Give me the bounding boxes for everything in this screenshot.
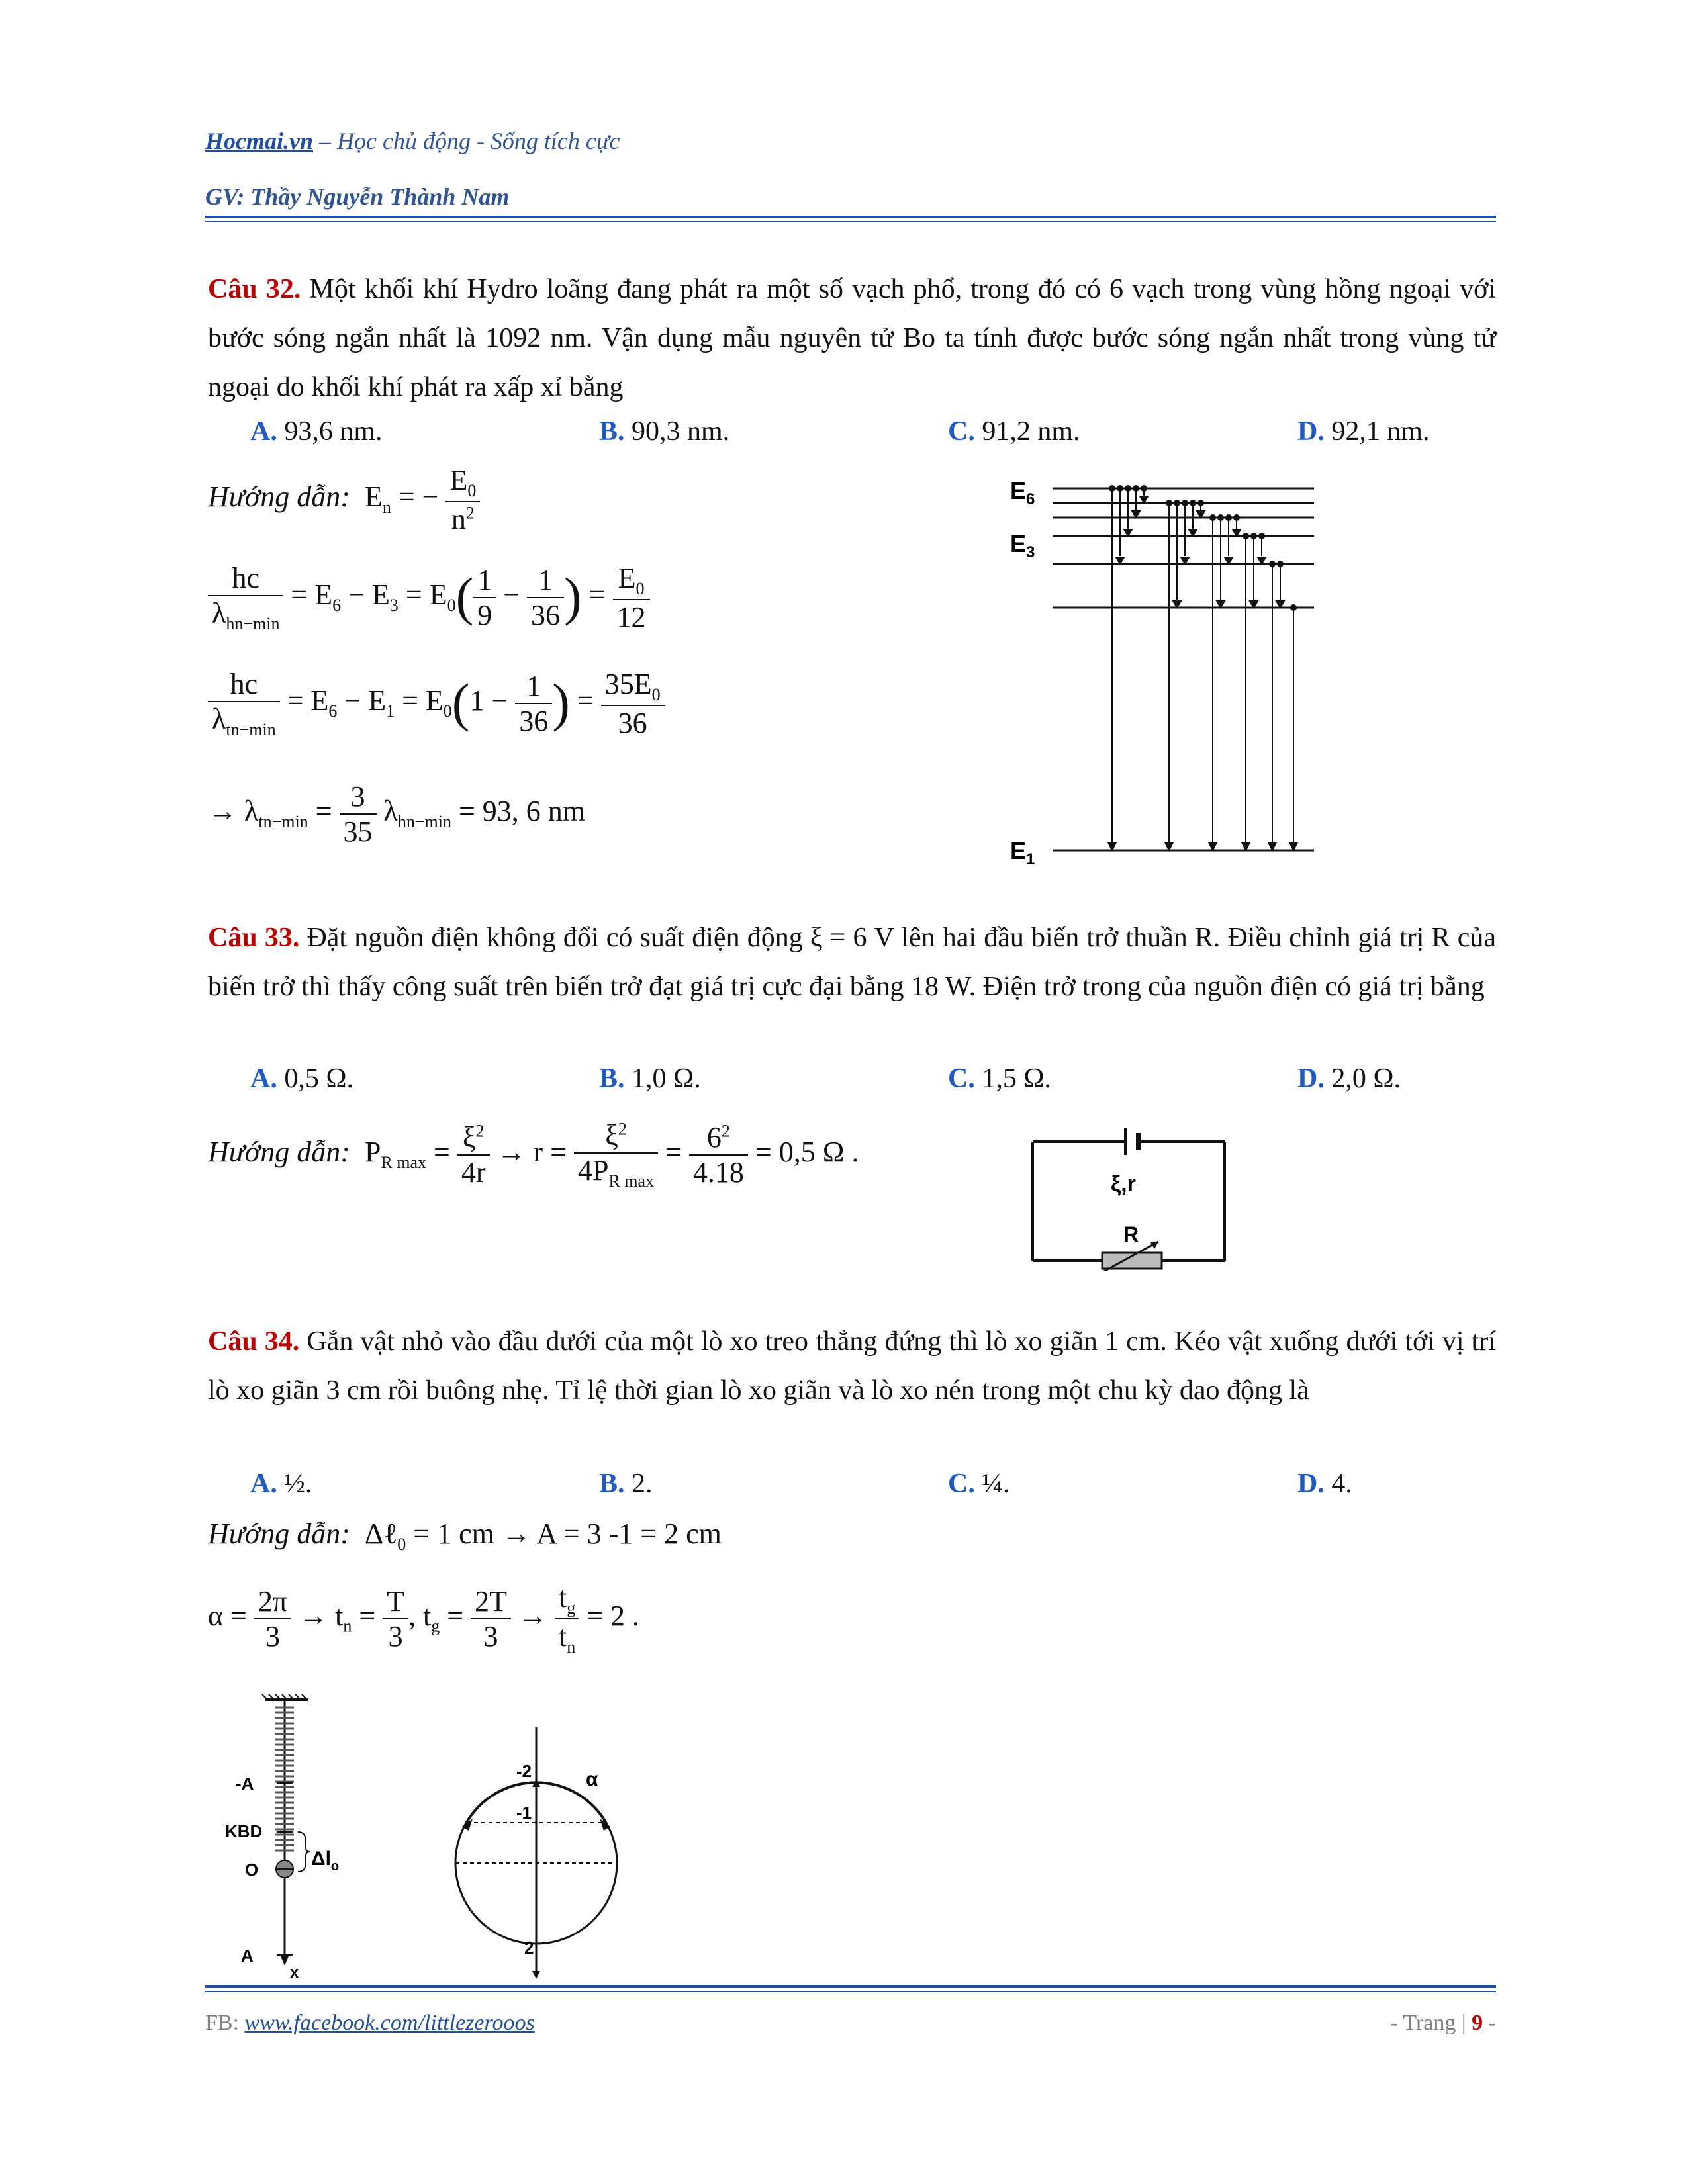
q34-formula-1: Hướng dẫn: Δℓ$_0$ = 1 cm → A = 3 -1 = 2 cm — [208, 1518, 722, 1554]
source-label: ξ,r — [1111, 1171, 1136, 1197]
option-c[interactable]: C. 91,2 nm. — [948, 416, 1080, 447]
option-a[interactable]: A. 0,5 Ω. — [250, 1064, 354, 1094]
header-rule-thin — [205, 221, 1496, 222]
option-b[interactable]: B. 2. — [599, 1469, 653, 1499]
label-e6: $E_6$ — [1010, 477, 1035, 508]
label-o: O — [245, 1860, 259, 1880]
label-a: A — [241, 1946, 254, 1966]
label-x: x — [290, 1964, 299, 1979]
q32-formula-3: $\frac{hc}{\lambda_{tn-min}}$ = $E_6 - E_1 = E_0(1$ − $\frac{1}{36}$ ) = $\frac{35E_0}{36}$ — [208, 667, 665, 740]
label-mid: -1 — [516, 1803, 532, 1823]
question-label: Câu 33. — [208, 923, 300, 953]
q33-formula: Hướng dẫn: $P_{R max}$ = $\frac{\xi^2}{4r}$ → r = $\frac{\xi^2}{4P_{R max}}$ = $\frac{6^2}{4.18}$ = 0,5 Ω . — [208, 1119, 859, 1191]
label-top: -2 — [516, 1761, 532, 1781]
page-number: - Trang | 9 - — [1390, 2011, 1496, 2035]
option-a[interactable]: A. ½. — [250, 1469, 312, 1499]
question-text: Một khối khí Hydro loãng đang phát ra một số vạch phổ, trong đó có 6 vạch trong vùng hồng ngoại với bước sóng ngắn nhất là 1092 nm. Vận dụng mẫu nguyên tử Bo ta tính được bước sóng ngắn nhất trong vùng tử ngoại do khối khí phát ra xấp xỉ bằng — [208, 274, 1496, 402]
question-label: Câu 32. — [208, 274, 301, 304]
question-34 — [208, 1317, 1496, 1415]
option-b[interactable]: B. 1,0 Ω. — [599, 1064, 701, 1094]
option-b[interactable]: B. 90,3 nm. — [599, 416, 730, 447]
site-tagline: – Học chủ động - Sống tích cực — [312, 128, 620, 154]
option-c[interactable]: C. ¼. — [948, 1469, 1010, 1499]
question-text: Gắn vật nhỏ vào đầu dưới của một lò xo treo thẳng đứng thì lò xo giãn 1 cm. Kéo vật xuống dưới tới vị trí lò xo giãn 3 cm rồi buông nhẹ. Tỉ lệ thời gian lò xo giãn và lò xo nén trong một chu kỳ dao động là — [208, 1326, 1496, 1406]
question-label: Câu 34. — [208, 1326, 300, 1357]
option-d[interactable]: D. 2,0 Ω. — [1297, 1064, 1401, 1094]
option-d[interactable]: D. 4. — [1297, 1469, 1352, 1499]
q32-formula-2: $\frac{hc}{\lambda_{hn-min}}$ = $E_6 - E_3 = E_0$( $\frac{1}{9}$ − $\frac{1}{36}$ ) = $\frac{E_0}{12}$ — [208, 561, 650, 634]
footer-rule-thin — [205, 1991, 1496, 1992]
option-c[interactable]: C. 1,5 Ω. — [948, 1064, 1052, 1094]
label-alpha: α — [586, 1768, 598, 1790]
spring-diagram — [225, 1694, 384, 1979]
question-33 — [208, 913, 1496, 1011]
site-header — [205, 127, 620, 155]
footer-fb: FB: www.facebook.com/littlezerooos — [205, 2011, 535, 2035]
label-e1: $E_1$ — [1010, 837, 1035, 867]
resistor-label: R — [1123, 1222, 1139, 1246]
circuit-diagram — [1026, 1118, 1238, 1271]
label-neg-a: -A — [236, 1774, 254, 1794]
energy-level-diagram — [1006, 470, 1337, 867]
q34-formula-2: α = $\frac{2\pi}{3}$ → $t_n$ = $\frac{T}{3}$ , $t_g$ = $\frac{2T}{3}$ → $\frac{t_g}{t_n}$ = 2 . — [208, 1581, 640, 1657]
label-bottom: 2 — [524, 1938, 534, 1958]
facebook-link[interactable]: www.facebook.com/littlezerooos — [244, 2011, 535, 2035]
teacher-name: GV: Thầy Nguyễn Thành Nam — [205, 183, 510, 210]
header-rule-thick — [205, 216, 1496, 218]
circle-diagram — [450, 1714, 649, 1979]
q32-formula-4: → $\lambda_{tn-min}$ = $\frac{3}{35}$ $\lambda_{hn-min} = 93$, 6 nm — [208, 780, 586, 848]
question-text: Đặt nguồn điện không đổi có suất điện động ξ = 6 V lên hai đầu biến trở thuần R. Điều chỉnh giá trị R của biến trở thì thấy công suất trên biến trở đạt giá trị cực đại bằng 18 W. Điện trở trong của nguồn điện có giá trị bằng — [208, 923, 1496, 1002]
option-d[interactable]: D. 92,1 nm. — [1297, 416, 1430, 447]
q32-formula-1: Hướng dẫn: $E_n$ = − $\frac{E_0}{n^2}$ — [208, 463, 480, 536]
label-e3: $E_3$ — [1010, 530, 1035, 561]
delta-l-label: $\Delta l_o$ — [311, 1848, 340, 1874]
site-link[interactable]: Hocmai.vn — [205, 128, 313, 154]
footer-rule-thick — [205, 1985, 1496, 1988]
question-32 — [208, 265, 1496, 412]
option-a[interactable]: A. 93,6 nm. — [250, 416, 383, 447]
label-kbd: KBD — [225, 1821, 263, 1841]
